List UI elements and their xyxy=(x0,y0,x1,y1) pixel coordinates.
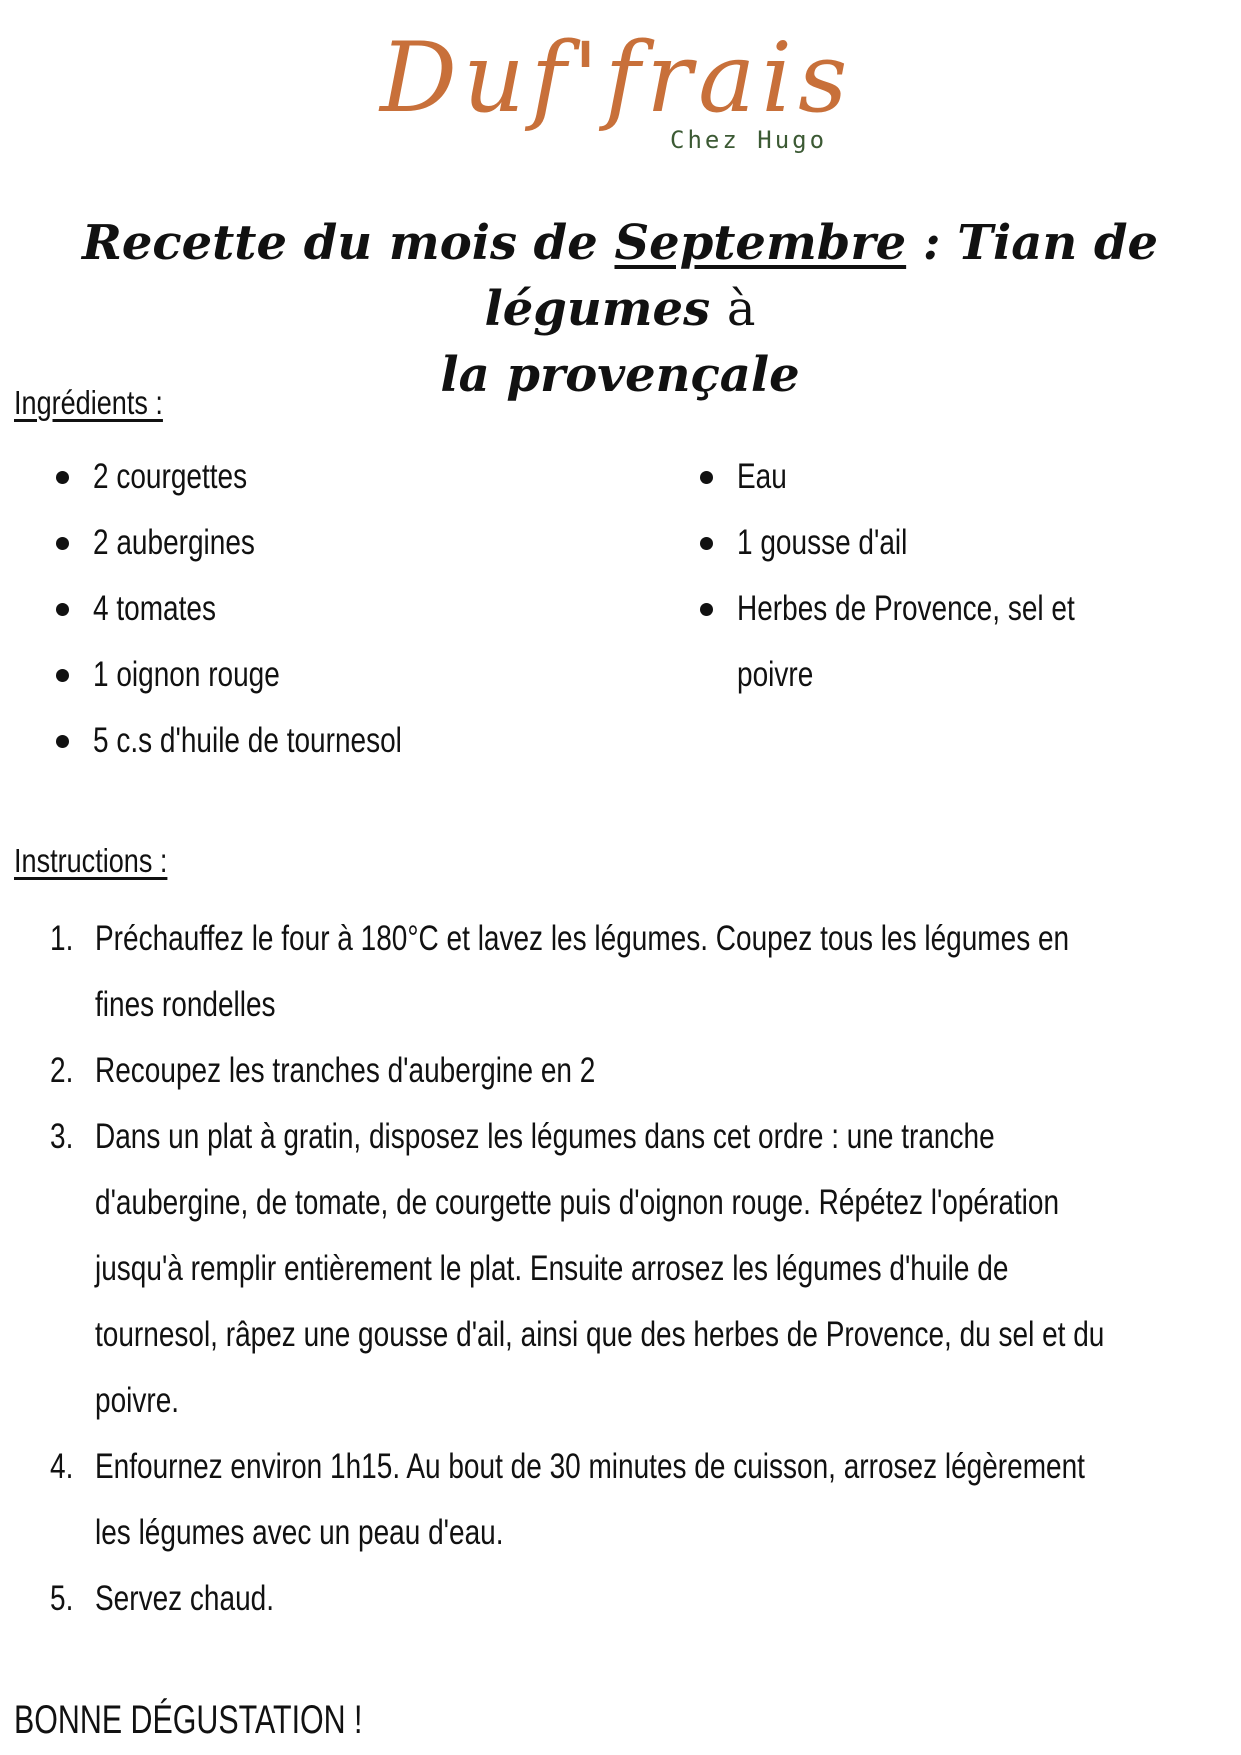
list-item-continued: poivre xyxy=(737,655,814,694)
list-item: 2 courgettes xyxy=(56,444,479,510)
title-part1: Recette du mois de xyxy=(81,215,615,271)
title-month: Septembre xyxy=(614,215,907,271)
step-4 xyxy=(50,1434,1230,1566)
step-number: 2. xyxy=(50,1051,74,1090)
step-line: Préchauffez le four à 180°C et lavez les légumes. Coupez tous les légumes en xyxy=(95,919,1070,958)
step-line: d'aubergine, de tomate, de courgette puis d'oignon rouge. Répétez l'opération xyxy=(95,1183,1060,1222)
ingredients-label: Ingrédients : xyxy=(14,384,163,421)
title-part3: la provençale xyxy=(440,347,800,403)
list-item: 1 oignon rouge xyxy=(56,642,479,708)
recipe-title xyxy=(20,210,1220,408)
step-line: poivre. xyxy=(95,1381,180,1420)
instructions-label: Instructions : xyxy=(14,842,168,879)
step-line: Enfournez environ 1h15. Au bout de 30 minutes de cuisson, arrosez légèrement xyxy=(95,1447,1085,1486)
step-line: fines rondelles xyxy=(95,985,276,1024)
ingredients-right-list xyxy=(700,444,1159,708)
step-1 xyxy=(50,906,1230,1038)
logo-subtitle: Chez Hugo xyxy=(670,126,828,154)
list-item: Herbes de Provence, sel et xyxy=(700,576,1159,642)
step-line: Recoupez les tranches d'aubergine en 2 xyxy=(95,1051,596,1090)
list-item: 2 aubergines xyxy=(56,510,479,576)
step-number: 5. xyxy=(50,1579,74,1618)
step-line: Servez chaud. xyxy=(95,1579,274,1618)
step-line: les légumes avec un peau d'eau. xyxy=(95,1513,504,1552)
title-part2: : Tian de légumes xyxy=(484,215,1159,337)
ingredients-left-list xyxy=(56,444,479,774)
logo-brand: Duf'frais xyxy=(380,22,854,134)
step-number: 1. xyxy=(50,919,74,958)
list-item: Eau xyxy=(700,444,1159,510)
logo xyxy=(380,18,854,158)
instructions-list xyxy=(50,906,1230,1632)
step-number: 3. xyxy=(50,1117,74,1156)
closing-text: BONNE DÉGUSTATION ! xyxy=(14,1698,363,1742)
step-line: jusqu'à remplir entièrement le plat. Ensuite arrosez les légumes d'huile de xyxy=(95,1249,1009,1288)
step-line: Dans un plat à gratin, disposez les légumes dans cet ordre : une tranche xyxy=(95,1117,995,1156)
list-item: 4 tomates xyxy=(56,576,479,642)
step-5 xyxy=(50,1566,1230,1632)
list-item: 1 gousse d'ail xyxy=(700,510,1159,576)
step-number: 4. xyxy=(50,1447,74,1486)
step-2 xyxy=(50,1038,1230,1104)
list-item: 5 c.s d'huile de tournesol xyxy=(56,708,479,774)
step-line: tournesol, râpez une gousse d'ail, ainsi que des herbes de Provence, du sel et du xyxy=(95,1315,1105,1354)
step-3 xyxy=(50,1104,1230,1434)
title-a: à xyxy=(726,281,756,337)
